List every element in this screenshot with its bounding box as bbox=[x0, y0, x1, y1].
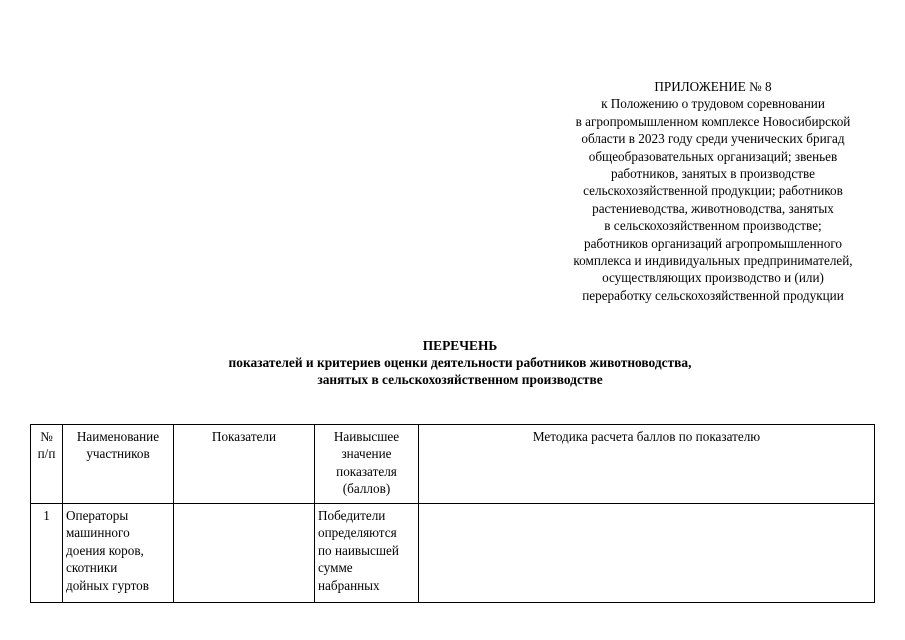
appendix-line: переработку сельскохозяйственной продукции bbox=[582, 287, 844, 303]
cell-num: 1 bbox=[31, 504, 63, 603]
document-title bbox=[120, 337, 800, 388]
appendix-line: осуществляющих производство и (или) bbox=[602, 270, 824, 286]
appendix-line: работников, занятых в производстве bbox=[610, 166, 816, 182]
header-num: № п/п bbox=[31, 425, 63, 504]
appendix-line: растениеводства, животноводства, занятых bbox=[592, 200, 834, 216]
appendix-line: комплекса и индивидуальных предпринимателей, bbox=[573, 253, 853, 269]
appendix-line: ПРИЛОЖЕНИЕ № 8 bbox=[654, 79, 772, 94]
title-heading: ПЕРЕЧЕНЬ bbox=[422, 338, 498, 353]
appendix-line: сельскохозяйственной продукции; работников bbox=[583, 183, 843, 199]
title-line-2: занятых в сельскохозяйственном производстве bbox=[317, 372, 603, 387]
appendix-line: работников организаций агропромышленного bbox=[583, 235, 843, 251]
cell-methodology bbox=[419, 504, 875, 603]
criteria-table bbox=[30, 424, 875, 603]
title-line-1: показателей и критериев оценки деятельности работников животноводства, bbox=[228, 355, 692, 370]
header-methodology: Методика расчета баллов по показателю bbox=[419, 425, 875, 504]
appendix-line: области в 2023 году среди ученических бригад bbox=[581, 131, 845, 147]
appendix-line: в агропромышленном комплексе Новосибирской bbox=[575, 113, 851, 129]
table-header-row bbox=[31, 425, 875, 504]
header-participants: Наименование участников bbox=[63, 425, 174, 504]
table-row bbox=[31, 504, 875, 603]
header-max-value: Наивысшее значение показателя (баллов) bbox=[315, 425, 419, 504]
header-indicators: Показатели bbox=[174, 425, 315, 504]
appendix-line: общеобразовательных организаций; звеньев bbox=[588, 148, 838, 164]
cell-participants: Операторы машинного доения коров, скотники дойных гуртов bbox=[63, 504, 174, 603]
cell-indicators bbox=[174, 504, 315, 603]
appendix-block bbox=[548, 78, 878, 304]
appendix-line: в сельскохозяйственном производстве; bbox=[604, 218, 822, 234]
appendix-line: к Положению о трудовом соревновании bbox=[601, 96, 825, 112]
cell-max-value: Победители определяются по наивысшей сумме набранных bbox=[315, 504, 419, 603]
